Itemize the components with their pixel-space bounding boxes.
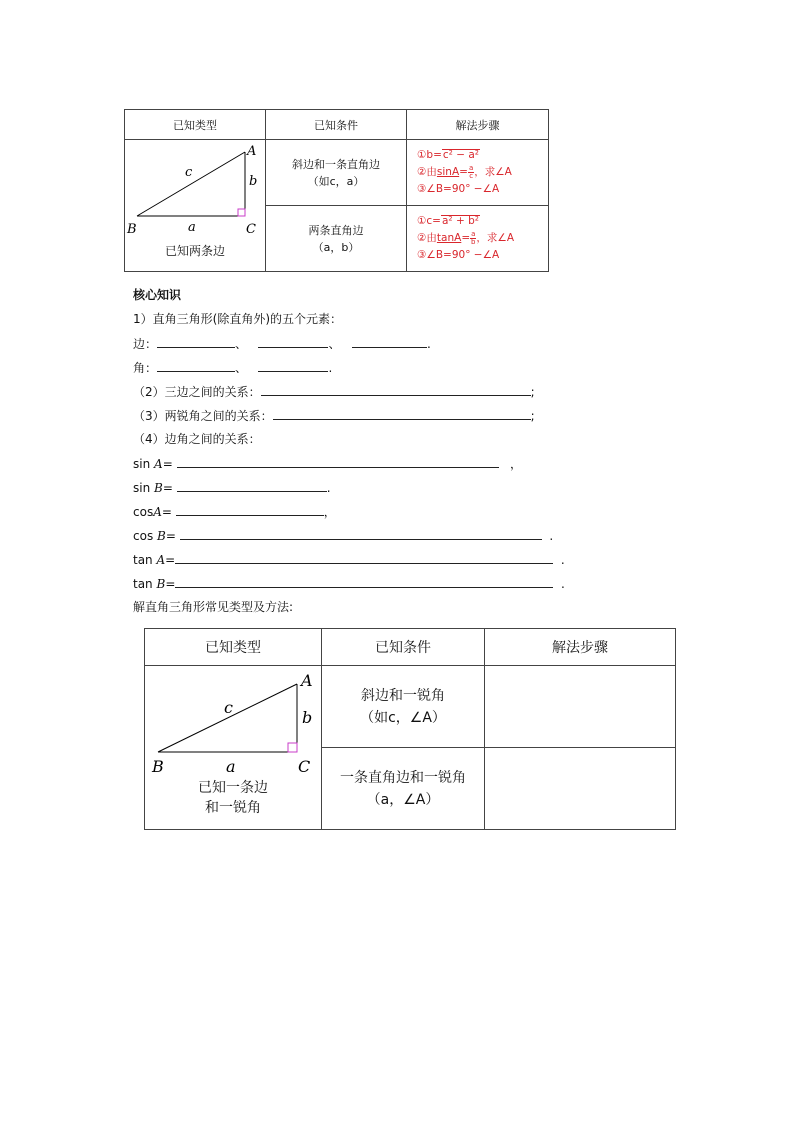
three-sides-blank[interactable] [261,383,531,396]
table-row [125,140,549,206]
methods-title: 解直角三角形常见类型及方法: [133,600,294,614]
side-a-label: a [226,757,236,776]
right-triangle-figure [125,140,265,240]
sides-line: 边： 、 、 . [133,337,431,351]
angle-blank-2[interactable] [258,359,328,372]
vertex-a-label: A [301,671,313,690]
header-known-type: 已知类型 [125,110,266,140]
condition-line1: 斜边和一锐角 [361,687,445,704]
fraction: $\frac{a}{b}$ [471,229,476,246]
three-sides-relation-line: （2）三边之间的关系： ; [133,385,535,399]
step-1: ①b=c² − a² [417,149,479,161]
step-3: ③∠B=90° −∠A [417,183,500,195]
condition-cell [322,666,485,748]
cos-a-line: cosA= ， [133,505,336,519]
sin-b-blank[interactable] [177,479,327,492]
step-2: ②由tanA= $\frac{a}{b}$ ，求∠A [417,229,515,246]
condition-line2: （如c，∠A） [360,709,446,726]
condition-cell [266,206,407,272]
angle-blank-1[interactable] [157,359,235,372]
table-header-row [145,629,676,666]
tan-b-line: tan B= . [133,577,565,591]
steps-cell [407,140,549,206]
known-two-sides-table [124,109,549,272]
header-known-condition: 已知条件 [266,110,407,140]
known-side-angle-table [144,628,676,830]
known-type-label: 已知两条边 [164,244,225,258]
known-type-cell [125,140,266,272]
cos-b-blank[interactable] [180,527,542,540]
sin-a-line: sin A= ， [133,457,523,471]
sin-b-line: sin B= . [133,481,331,495]
tan-a-line: tan A= . [133,553,565,567]
condition-line2: （a，∠A） [366,791,440,808]
five-elements-line: 1）直角三角形(除直角外)的五个元素： [133,312,342,326]
table-row [145,666,676,748]
header-known-type: 已知类型 [145,629,322,666]
condition-line2: （如c，a） [307,174,365,188]
acute-angles-relation-line: （3）两锐角之间的关系： ; [133,409,535,423]
vertex-b-label: B [152,757,164,776]
known-type-label-line2: 和一锐角 [205,800,261,816]
cos-b-line: cos B= . [133,529,554,543]
condition-cell [322,748,485,830]
acute-angles-blank[interactable] [273,407,531,420]
vertex-c-label: C [246,222,256,237]
known-type-cell [145,666,322,830]
side-c-label: c [224,698,233,717]
tan-b-blank[interactable] [175,575,553,588]
side-blank-3[interactable] [352,335,427,348]
condition-line1: 斜边和一条直角边 [292,157,380,171]
step-1: ①c=a² + b² [417,215,479,227]
condition-line1: 两条直角边 [308,223,364,237]
side-c-label: c [185,165,193,180]
condition-line1: 一条直角边和一锐角 [340,769,466,786]
steps-cell[interactable] [485,748,676,830]
vertex-c-label: C [298,757,311,776]
core-knowledge-title: 核心知识 [133,288,182,302]
condition-cell [266,140,407,206]
known-type-label-line1: 已知一条边 [198,780,268,796]
step-3: ③∠B=90° −∠A [417,249,500,261]
right-triangle-figure [145,666,321,778]
header-known-condition: 已知条件 [322,629,485,666]
side-blank-1[interactable] [157,335,235,348]
vertex-b-label: B [127,222,137,237]
table-header-row [125,110,549,140]
sin-a-blank[interactable] [177,455,499,468]
condition-line2: （a，b） [312,240,360,254]
side-a-label: a [188,220,196,235]
side-blank-2[interactable] [258,335,328,348]
angles-line: 角： 、 . [133,361,333,375]
side-b-label: b [249,174,258,189]
cos-a-blank[interactable] [176,503,324,516]
header-solution-steps: 解法步骤 [407,110,549,140]
side-b-label: b [302,708,313,727]
fraction: $\frac{a}{c}$ [468,163,474,180]
vertex-a-label: A [247,144,257,159]
steps-cell[interactable] [485,666,676,748]
step-2: ②由sinA= $\frac{a}{c}$ ，求∠A [417,163,512,180]
tan-a-blank[interactable] [175,551,553,564]
steps-cell [407,206,549,272]
sqrt-expression: a² + b² [441,215,479,227]
header-solution-steps: 解法步骤 [485,629,676,666]
side-angle-relation-line: （4）边角之间的关系： [133,432,261,446]
sqrt-expression: c² − a² [442,149,479,161]
